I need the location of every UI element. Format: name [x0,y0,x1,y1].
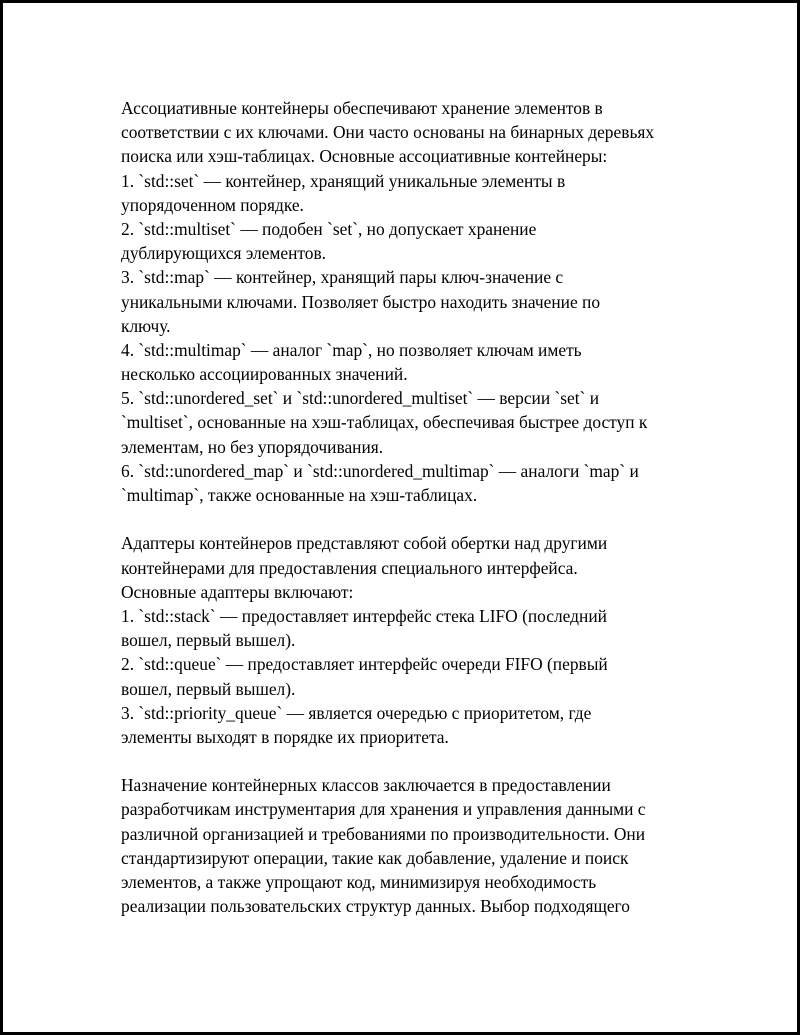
text-line: `multimap`, также основанные на хэш-таблицах. [121,485,478,505]
text-line: 4. `std::multimap` — аналог `map`, но позволяет ключам иметь [121,339,582,360]
text-line: 2. `std::multiset` — подобен `set`, но допускает хранение [121,218,537,239]
text-line: стандартизируют операции, такие как добавление, удаление и поиск [121,847,629,868]
text-line: несколько ассоциированных значений. [121,364,408,385]
text-line: Адаптеры контейнеров представляют собой обертки над другими [121,533,608,554]
text-line: реализации пользовательских структур данных. Выбор подходящего [121,896,630,917]
text-line: 1. `std::stack` — предоставляет интерфейс стека LIFO (последний [121,605,607,626]
text-line: 5. `std::unordered_set` и `std::unordered_multiset` — версии `set` и [121,388,600,409]
text-line: различной организацией и требованиями по производительности. Они [121,823,646,844]
text-line: элементов, а также упрощают код, минимизируя необходимость [121,872,597,892]
text-line: соответствии с их ключами. Они часто основаны на бинарных деревьях [121,122,655,143]
text-line: контейнерами для предоставления специального интерфейса. [121,557,578,578]
text-line: 3. `std::priority_queue` — является очередью с приоритетом, где [121,702,592,723]
text-line: ключу. [121,315,171,336]
paragraph-container-adapters [121,531,721,749]
text-line: разработчикам инструментария для хранения и управления данными с [121,799,646,820]
text-line: `multiset`, основанные на хэш-таблицах, обеспечивая быстрее доступ к [121,412,648,433]
text-line: упорядоченном порядке. [121,194,304,215]
text-line: 1. `std::set` — контейнер, хранящий уникальные элементы в [121,170,566,191]
text-line: 3. `std::map` — контейнер, хранящий пары ключ-значение с [121,267,564,288]
text-line: 2. `std::queue` — предоставляет интерфейс очереди FIFO (первый [121,654,608,675]
text-line: Основные адаптеры включают: [121,581,354,602]
document-body [121,96,721,918]
paragraph-container-purpose [121,773,721,918]
text-line: дублирующихся элементов. [121,243,327,264]
paragraph-spacer [121,749,721,773]
text-line: поиска или хэш-таблицах. Основные ассоциативные контейнеры: [121,146,608,167]
text-line: уникальными ключами. Позволяет быстро находить значение по [121,291,601,312]
text-line: элементам, но без упорядочивания. [121,436,384,457]
text-line: Назначение контейнерных классов заключается в предоставлении [121,775,611,796]
paragraph-associative-containers [121,96,721,507]
text-line: 6. `std::unordered_map` и `std::unordered_multimap` — аналоги `map` и [121,460,639,481]
text-line: вошел, первый вышел). [121,678,296,699]
text-line: Ассоциативные контейнеры обеспечивают хранение элементов в [121,98,603,118]
paragraph-spacer [121,507,721,531]
text-line: элементы выходят в порядке их приоритета. [121,726,449,747]
text-line: вошел, первый вышел). [121,630,296,651]
